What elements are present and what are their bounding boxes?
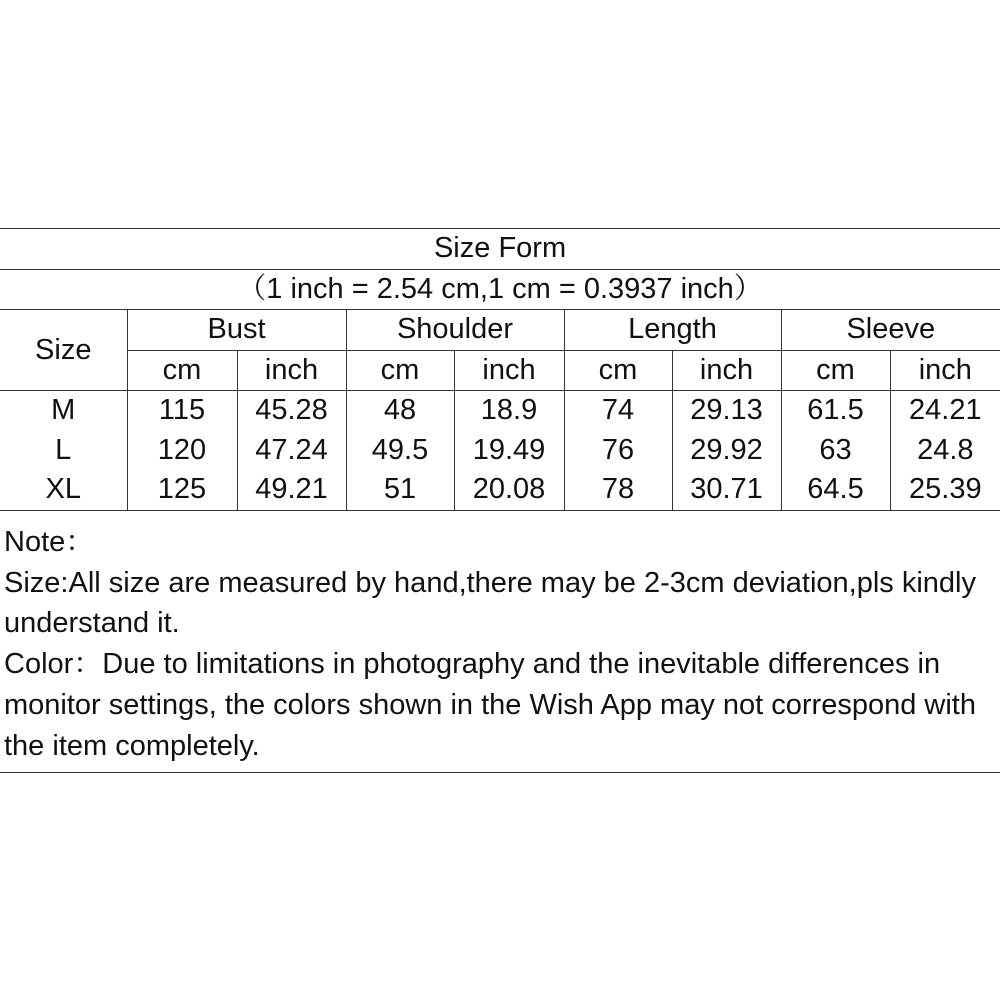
table-cell: 78 (564, 470, 672, 510)
size-column-header: Size (0, 310, 127, 391)
color-note: Color：Due to limitations in photography and the inevitable differences in monitor settings, the colors shown in the Wish App may not correspond with the item completely. (4, 648, 976, 762)
unit-header: cm (127, 350, 237, 391)
table-cell: 74 (564, 391, 672, 431)
table-cell: 61.5 (781, 391, 890, 431)
table-cell: 24.8 (917, 433, 974, 466)
size-label: XL (0, 470, 127, 510)
table-cell: 18.9 (454, 391, 564, 431)
shoulder-header: Shoulder (346, 310, 564, 351)
table-cell: 47.24 (237, 431, 346, 471)
notes-heading: Note： (4, 526, 95, 558)
table-title: Size Form (0, 229, 1000, 269)
table-cell: 45.28 (237, 391, 346, 431)
table-cell: 51 (346, 470, 454, 510)
table-cell: 20.08 (454, 470, 564, 510)
size-label: L (0, 431, 127, 471)
table-cell: 76 (564, 431, 672, 471)
unit-header: inch (237, 350, 346, 391)
table-cell: 125 (127, 470, 237, 510)
size-form (0, 228, 1000, 511)
table-cell: 24.21 (909, 394, 982, 427)
table-cell: 29.92 (672, 431, 781, 471)
table-cell: 64.5 (781, 470, 890, 510)
sleeve-header: Sleeve (781, 310, 1000, 351)
unit-header: inch (454, 350, 564, 391)
unit-header: cm (346, 350, 454, 391)
group-header-row (0, 310, 1000, 351)
title-row (0, 229, 1000, 269)
table-cell: 115 (127, 391, 237, 431)
size-note: Size:All size are measured by hand,there may be 2-3cm deviation,pls kindly understand it. (4, 566, 976, 640)
unit-conversion: （1 inch = 2.54 cm,1 cm = 0.3937 inch） (0, 269, 1000, 310)
unit-header: inch (890, 350, 1000, 391)
table-cell: 120 (127, 431, 237, 471)
table-cell: 25.39 (890, 470, 1000, 510)
unit-header-row (0, 350, 1000, 391)
unit-header: cm (564, 350, 672, 391)
table-cell: 49.21 (237, 470, 346, 510)
unit-header: inch (672, 350, 781, 391)
size-table (0, 229, 1000, 511)
table-cell: 48 (346, 391, 454, 431)
table-cell: 63 (781, 431, 890, 471)
table-cell: 30.71 (672, 470, 781, 510)
table-row (0, 391, 1000, 431)
bottom-divider (0, 772, 1000, 773)
table-cell: 19.49 (454, 431, 564, 471)
notes-section (4, 522, 994, 766)
table-row (0, 470, 1000, 510)
length-header: Length (564, 310, 781, 351)
bust-header: Bust (127, 310, 346, 351)
table-cell: 29.13 (672, 391, 781, 431)
size-label: M (0, 391, 127, 431)
table-row (0, 431, 1000, 471)
table-cell: 49.5 (346, 431, 454, 471)
conversion-row (0, 269, 1000, 310)
unit-header: cm (781, 350, 890, 391)
